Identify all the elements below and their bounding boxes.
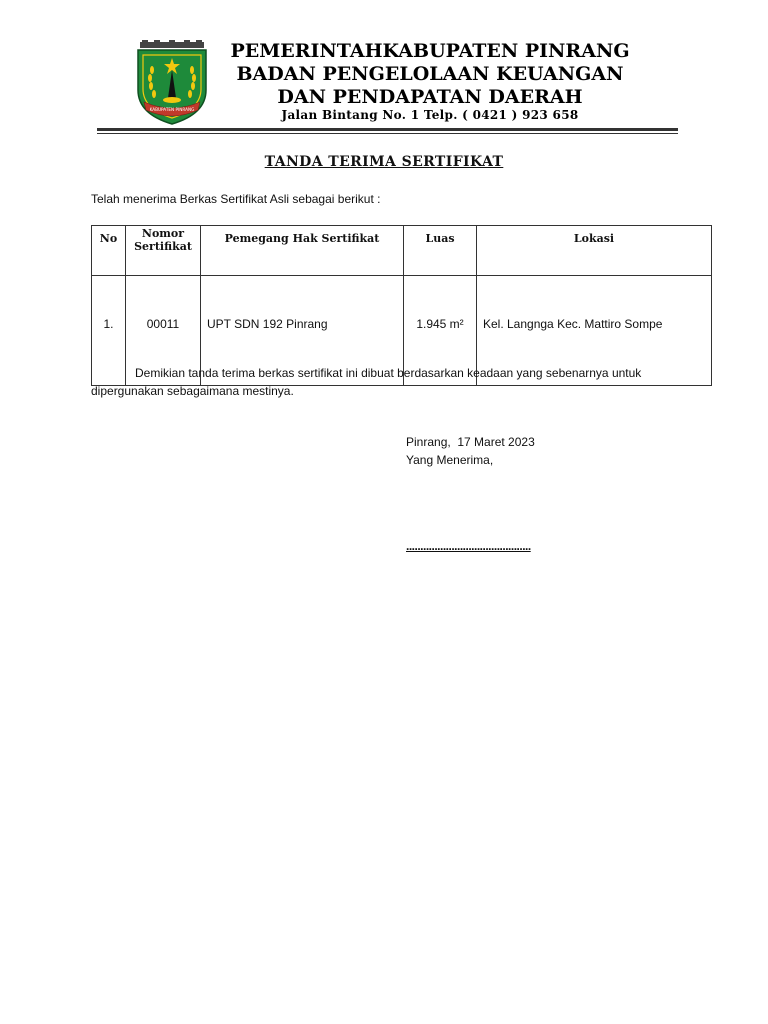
document-title: TANDA TERIMA SERTIFIKAT: [264, 154, 504, 170]
header-address: Jalan Bintang No. 1 Telp. ( 0421 ) 923 658: [281, 108, 579, 122]
table-header-row: [92, 226, 712, 276]
header-no: No: [92, 226, 126, 276]
header-nomor-line1: Nomor: [141, 227, 185, 240]
emblem-ribbon-text: KABUPATEN PINRANG: [149, 107, 195, 112]
cell-luas: 1.945 m²: [404, 276, 477, 386]
place-date: Pinrang, 17 Maret 2023: [406, 435, 535, 449]
header-nomor-sertifikat: [126, 226, 201, 276]
header-divider-thin: [97, 133, 678, 134]
cell-nomor: 00011: [126, 276, 201, 386]
header-luas: Luas: [404, 226, 477, 276]
closing-line-2: dipergunakan sebagaimana mestinya.: [91, 384, 294, 398]
signature-line: ............................................: [406, 539, 531, 553]
header-line-1: PEMERINTAHKABUPATEN PINRANG: [230, 40, 630, 62]
header-divider-thick: [97, 128, 678, 131]
cell-lokasi: Kel. Langnga Kec. Mattiro Sompe: [477, 276, 712, 386]
header-nomor-line2: Sertifikat: [134, 240, 192, 253]
header-pemegang-hak: Pemegang Hak Sertifikat: [201, 226, 404, 276]
receiver-label: Yang Menerima,: [406, 453, 494, 467]
header-lokasi: Lokasi: [477, 226, 712, 276]
certificate-table: [91, 225, 712, 386]
header-line-3: DAN PENDAPATAN DAERAH: [277, 86, 583, 108]
header-line-2: BADAN PENGELOLAAN KEUANGAN: [236, 63, 624, 85]
closing-line-1: Demikian tanda terima berkas sertifikat ini dibuat berdasarkan keadaan yang sebenarnya untuk: [135, 366, 642, 380]
cell-pemegang: UPT SDN 192 Pinrang: [201, 276, 404, 386]
cell-no: 1.: [92, 276, 126, 386]
intro-text: Telah menerima Berkas Sertifikat Asli sebagai berikut :: [91, 192, 381, 206]
